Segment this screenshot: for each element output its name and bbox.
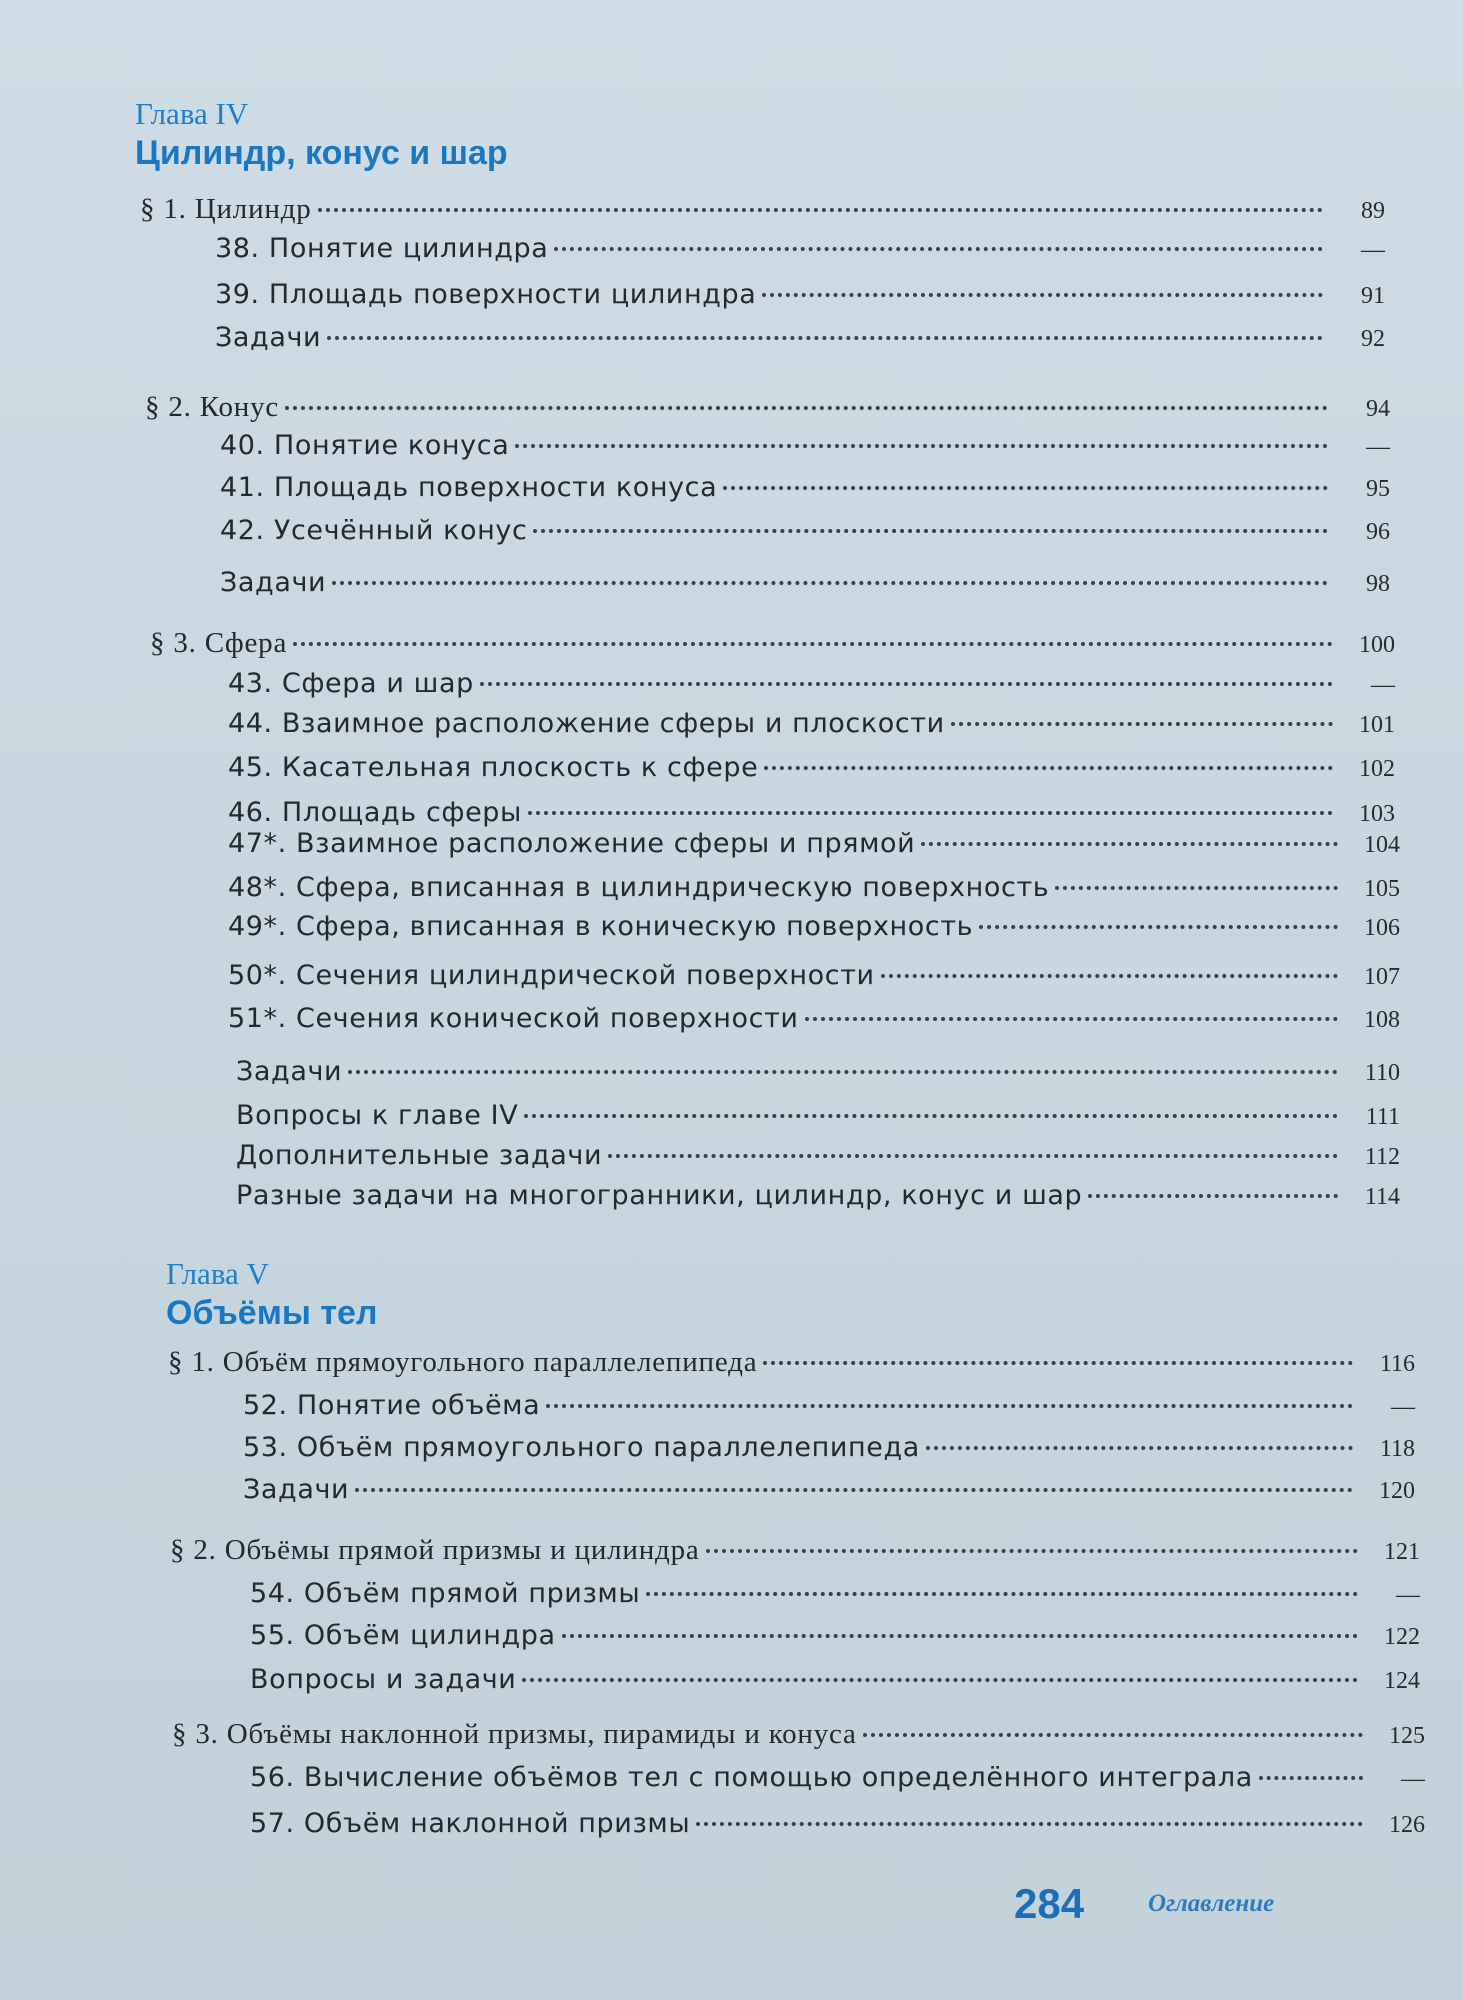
toc-page-number: 111 <box>1365 1104 1400 1130</box>
leader-dots <box>979 925 1338 929</box>
toc-entry-label: Задачи <box>243 1474 350 1505</box>
chapter-title: Объёмы тел <box>166 1294 378 1332</box>
leader-dots <box>706 1549 1358 1553</box>
toc-entry <box>250 1578 1420 1618</box>
leader-dots <box>764 766 1333 770</box>
toc-entry-label: 54. Объём прямой призмы <box>250 1578 641 1609</box>
toc-entry-label: § 1. Объём прямоугольного параллелепипеда <box>168 1346 758 1378</box>
leader-dots <box>355 1488 1353 1492</box>
toc-section-entry <box>150 627 1395 667</box>
toc-entry-label: 57. Объём наклонной призмы <box>250 1808 691 1839</box>
leader-dots <box>318 208 1323 212</box>
toc-entry-label: § 3. Объёмы наклонной призмы, пирамиды и конуса <box>172 1718 857 1750</box>
toc-section-entry <box>172 1718 1425 1758</box>
toc-entry-label: Вопросы и задачи <box>250 1664 517 1695</box>
toc-entry <box>236 1180 1400 1220</box>
toc-entry <box>215 322 1385 362</box>
toc-entry-label: 40. Понятие конуса <box>220 430 510 461</box>
toc-entry-label: § 1. Цилиндр <box>140 193 312 225</box>
toc-entry-label: Разные задачи на многогранники, цилиндр, конус и шар <box>236 1180 1083 1211</box>
toc-page-number: 89 <box>1361 198 1385 224</box>
toc-entry <box>243 1390 1415 1430</box>
toc-entry <box>228 668 1395 708</box>
toc-page-number: 124 <box>1384 1668 1420 1694</box>
chapter-title: Цилиндр, конус и шар <box>135 134 508 172</box>
leader-dots <box>332 581 1328 585</box>
toc-page-number: 114 <box>1364 1184 1400 1210</box>
toc-page-number: — <box>1371 672 1395 698</box>
toc-page-number: 126 <box>1389 1812 1425 1838</box>
leader-dots <box>285 406 1328 410</box>
leader-dots <box>515 444 1328 448</box>
toc-page-number: 120 <box>1379 1478 1415 1504</box>
toc-entry <box>236 1100 1400 1140</box>
toc-entry <box>250 1762 1425 1802</box>
toc-entry <box>236 1056 1400 1096</box>
running-title: Оглавление <box>1148 1890 1275 1917</box>
leader-dots <box>805 1017 1338 1021</box>
toc-entry-label: 39. Площадь поверхности цилиндра <box>215 279 757 310</box>
toc-entry-label: Задачи <box>236 1056 343 1087</box>
toc-entry-label: § 2. Объёмы прямой призмы и цилиндра <box>170 1534 700 1566</box>
toc-page-number: 118 <box>1379 1436 1415 1462</box>
toc-entry-label: 38. Понятие цилиндра <box>215 233 549 264</box>
toc-entry-label: 50*. Сечения цилиндрической поверхности <box>228 960 875 991</box>
leader-dots <box>863 1733 1363 1737</box>
toc-section-entry <box>170 1534 1420 1574</box>
leader-dots <box>348 1070 1338 1074</box>
leader-dots <box>881 974 1338 978</box>
toc-entry-label: 45. Касательная плоскость к сфере <box>228 752 759 783</box>
toc-entry-label: 48*. Сфера, вписанная в цилиндрическую поверхность <box>228 872 1050 903</box>
toc-page-number: — <box>1401 1766 1425 1792</box>
toc-entry-label: 49*. Сфера, вписанная в коническую поверхность <box>228 911 974 942</box>
toc-entry-label: 42. Усечённый конус <box>220 515 528 546</box>
toc-entry-label: Дополнительные задачи <box>236 1140 603 1171</box>
leader-dots <box>554 247 1323 251</box>
toc-entry <box>250 1664 1420 1704</box>
toc-page-number: 96 <box>1366 519 1390 545</box>
toc-page-number: 121 <box>1384 1539 1420 1565</box>
toc-entry <box>220 430 1390 470</box>
leader-dots <box>926 1446 1353 1450</box>
leader-dots <box>524 1114 1338 1118</box>
chapter-number: Глава IV <box>135 96 249 131</box>
toc-entry-label: 44. Взаимное расположение сферы и плоскости <box>228 708 945 739</box>
toc-section-entry <box>145 391 1390 431</box>
toc-entry <box>243 1474 1415 1514</box>
leader-dots <box>480 682 1333 686</box>
leader-dots <box>1088 1194 1338 1198</box>
toc-entry-label: 53. Объём прямоугольного параллелепипеда <box>243 1432 920 1463</box>
toc-entry <box>228 911 1400 951</box>
toc-entry-label: 41. Площадь поверхности конуса <box>220 472 718 503</box>
toc-entry <box>250 1620 1420 1660</box>
chapter-number: Глава V <box>166 1256 269 1291</box>
leader-dots <box>696 1822 1363 1826</box>
leader-dots <box>522 1678 1358 1682</box>
toc-entry <box>250 1808 1425 1848</box>
toc-entry-label: 51*. Сечения конической поверхности <box>228 1003 799 1034</box>
toc-page-number: 122 <box>1384 1624 1420 1650</box>
toc-entry-label: 46. Площадь сферы <box>228 797 522 828</box>
toc-page-number: 98 <box>1366 571 1390 597</box>
leader-dots <box>293 642 1333 646</box>
toc-page-number: 107 <box>1364 964 1400 990</box>
toc-entry <box>228 828 1400 868</box>
toc-page-number: 125 <box>1389 1723 1425 1749</box>
toc-section-entry <box>140 193 1385 233</box>
toc-page-number: 91 <box>1361 283 1385 309</box>
toc-page-number: 116 <box>1379 1351 1415 1377</box>
toc-entry-label: 52. Понятие объёма <box>243 1390 541 1421</box>
toc-entry-label: 55. Объём цилиндра <box>250 1620 556 1651</box>
leader-dots <box>562 1634 1358 1638</box>
toc-page-number: 104 <box>1364 832 1400 858</box>
toc-entry <box>243 1432 1415 1472</box>
leader-dots <box>762 293 1323 297</box>
toc-entry <box>220 515 1390 555</box>
toc-entry <box>220 567 1390 607</box>
toc-page-number: 105 <box>1364 876 1400 902</box>
toc-entry-label: 47*. Взаимное расположение сферы и прямой <box>228 828 916 859</box>
toc-page-number: — <box>1366 434 1390 460</box>
leader-dots <box>1259 1776 1363 1780</box>
toc-entry-label: 43. Сфера и шар <box>228 668 474 699</box>
toc-entry <box>228 752 1395 792</box>
toc-page-number: — <box>1396 1582 1420 1608</box>
leader-dots <box>533 529 1328 533</box>
leader-dots <box>327 336 1323 340</box>
leader-dots <box>951 722 1333 726</box>
toc-page-number: — <box>1361 237 1385 263</box>
toc-entry-label: § 2. Конус <box>145 391 280 423</box>
toc-entry-label: 56. Вычисление объёмов тел с помощью определённого интеграла <box>250 1762 1253 1793</box>
toc-entry <box>215 233 1385 273</box>
toc-page-number: 108 <box>1364 1007 1400 1033</box>
leader-dots <box>921 842 1338 846</box>
toc-page-number: 110 <box>1364 1060 1400 1086</box>
toc-entry-label: Задачи <box>220 567 327 598</box>
leader-dots <box>546 1404 1353 1408</box>
leader-dots <box>528 811 1333 815</box>
toc-entry-label: Вопросы к главе IV <box>236 1100 519 1131</box>
toc-page-number: — <box>1391 1394 1415 1420</box>
leader-dots <box>608 1154 1338 1158</box>
toc-entry <box>220 472 1390 512</box>
leader-dots <box>723 486 1328 490</box>
leader-dots <box>763 1361 1353 1365</box>
toc-entry <box>215 279 1385 319</box>
toc-entry-label: Задачи <box>215 322 322 353</box>
leader-dots <box>1055 886 1338 890</box>
toc-page-number: 103 <box>1359 801 1395 827</box>
toc-entry <box>228 708 1395 748</box>
leader-dots <box>646 1592 1358 1596</box>
toc-page-number: 94 <box>1366 396 1390 422</box>
toc-entry <box>228 960 1400 1000</box>
toc-page-number: 112 <box>1364 1144 1400 1170</box>
page-number: 284 <box>1014 1880 1085 1927</box>
toc-page-number: 106 <box>1364 915 1400 941</box>
toc-entry <box>228 1003 1400 1043</box>
toc-entry <box>236 1140 1400 1180</box>
toc-entry <box>228 872 1400 912</box>
toc-page-number: 95 <box>1366 476 1390 502</box>
toc-entry-label: § 3. Сфера <box>150 627 288 659</box>
toc-page-number: 102 <box>1359 756 1395 782</box>
toc-page-number: 100 <box>1359 632 1395 658</box>
toc-page-number: 101 <box>1359 712 1395 738</box>
toc-page-number: 92 <box>1361 326 1385 352</box>
toc-section-entry <box>168 1346 1415 1386</box>
